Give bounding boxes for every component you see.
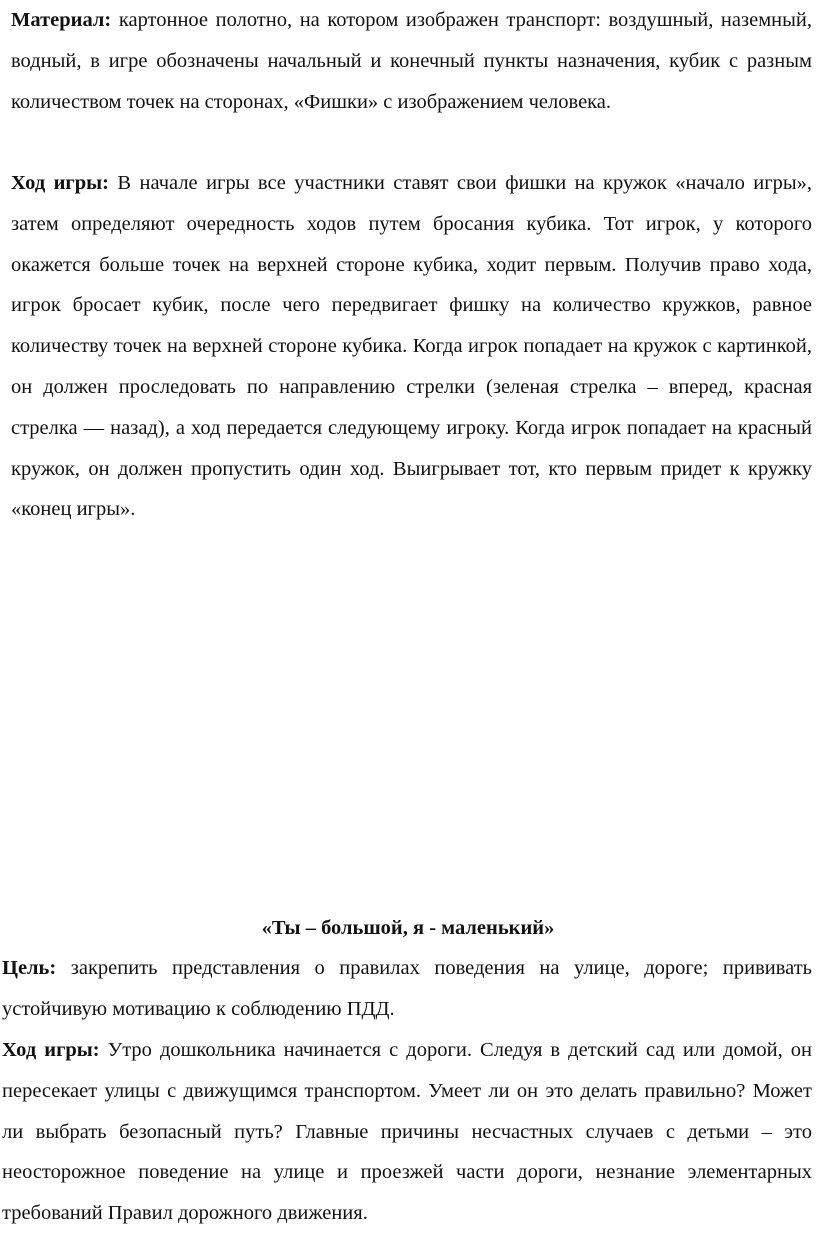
game-title: «Ты – большой, я - маленький» <box>261 917 555 939</box>
gameplay-paragraph-1 <box>2 163 812 530</box>
gameplay-label-1: Ход игры: <box>11 172 109 194</box>
goal-paragraph <box>2 948 812 1030</box>
material-label: Материал: <box>11 9 112 31</box>
gameplay-text-2: Утро дошкольника начинается с дороги. Следуя в детский сад или домой, он пересекает улицы с движущимся транспортом. Умеет ли он это делать правильно? Может ли выбрать безопасный путь? Главные причины несчастных случаев с детьми – это неосторожное поведение на улице и проезжей части дороги, незнание элементарных требований Правил дорожного движения. <box>2 1039 813 1225</box>
gameplay-label-2: Ход игры: <box>2 1039 100 1061</box>
gameplay-text-1: В начале игры все участники ставят свои фишки на кружок «начало игры», затем определяют очередность ходов путем бросания кубика. Тот игрок, у которого окажется больше точек на верхней стороне кубика, ходит первым. Получив право хода, игрок бросает кубик, после чего передвигает фишку на количество кружков, равное количеству точек на верхней стороне кубика. Когда игрок попадает на кружок с картинкой, он должен проследовать по направлению стрелки (зеленая стрелка – вперед, красная стрелка — назад), а ход передается следующему игроку. Когда игрок попадает на красный кружок, он должен пропустить один ход. Выигрывает тот, кто первым придет к кружку «конец игры». <box>11 172 813 521</box>
goal-label: Цель: <box>2 957 57 979</box>
material-text: картонное полотно, на котором изображен транспорт: воздушный, наземный, водный, в игре обозначены начальный и конечный пункты назначения, кубик с разным количеством точек на сторонах, «Фишки» с изображением человека. <box>11 9 813 113</box>
gameplay-paragraph-2 <box>2 1030 812 1234</box>
goal-text: закрепить представления о правилах поведения на улице, дороге; прививать устойчивую мотивацию к соблюдению ПДД. <box>2 957 812 1020</box>
material-paragraph <box>2 0 812 122</box>
